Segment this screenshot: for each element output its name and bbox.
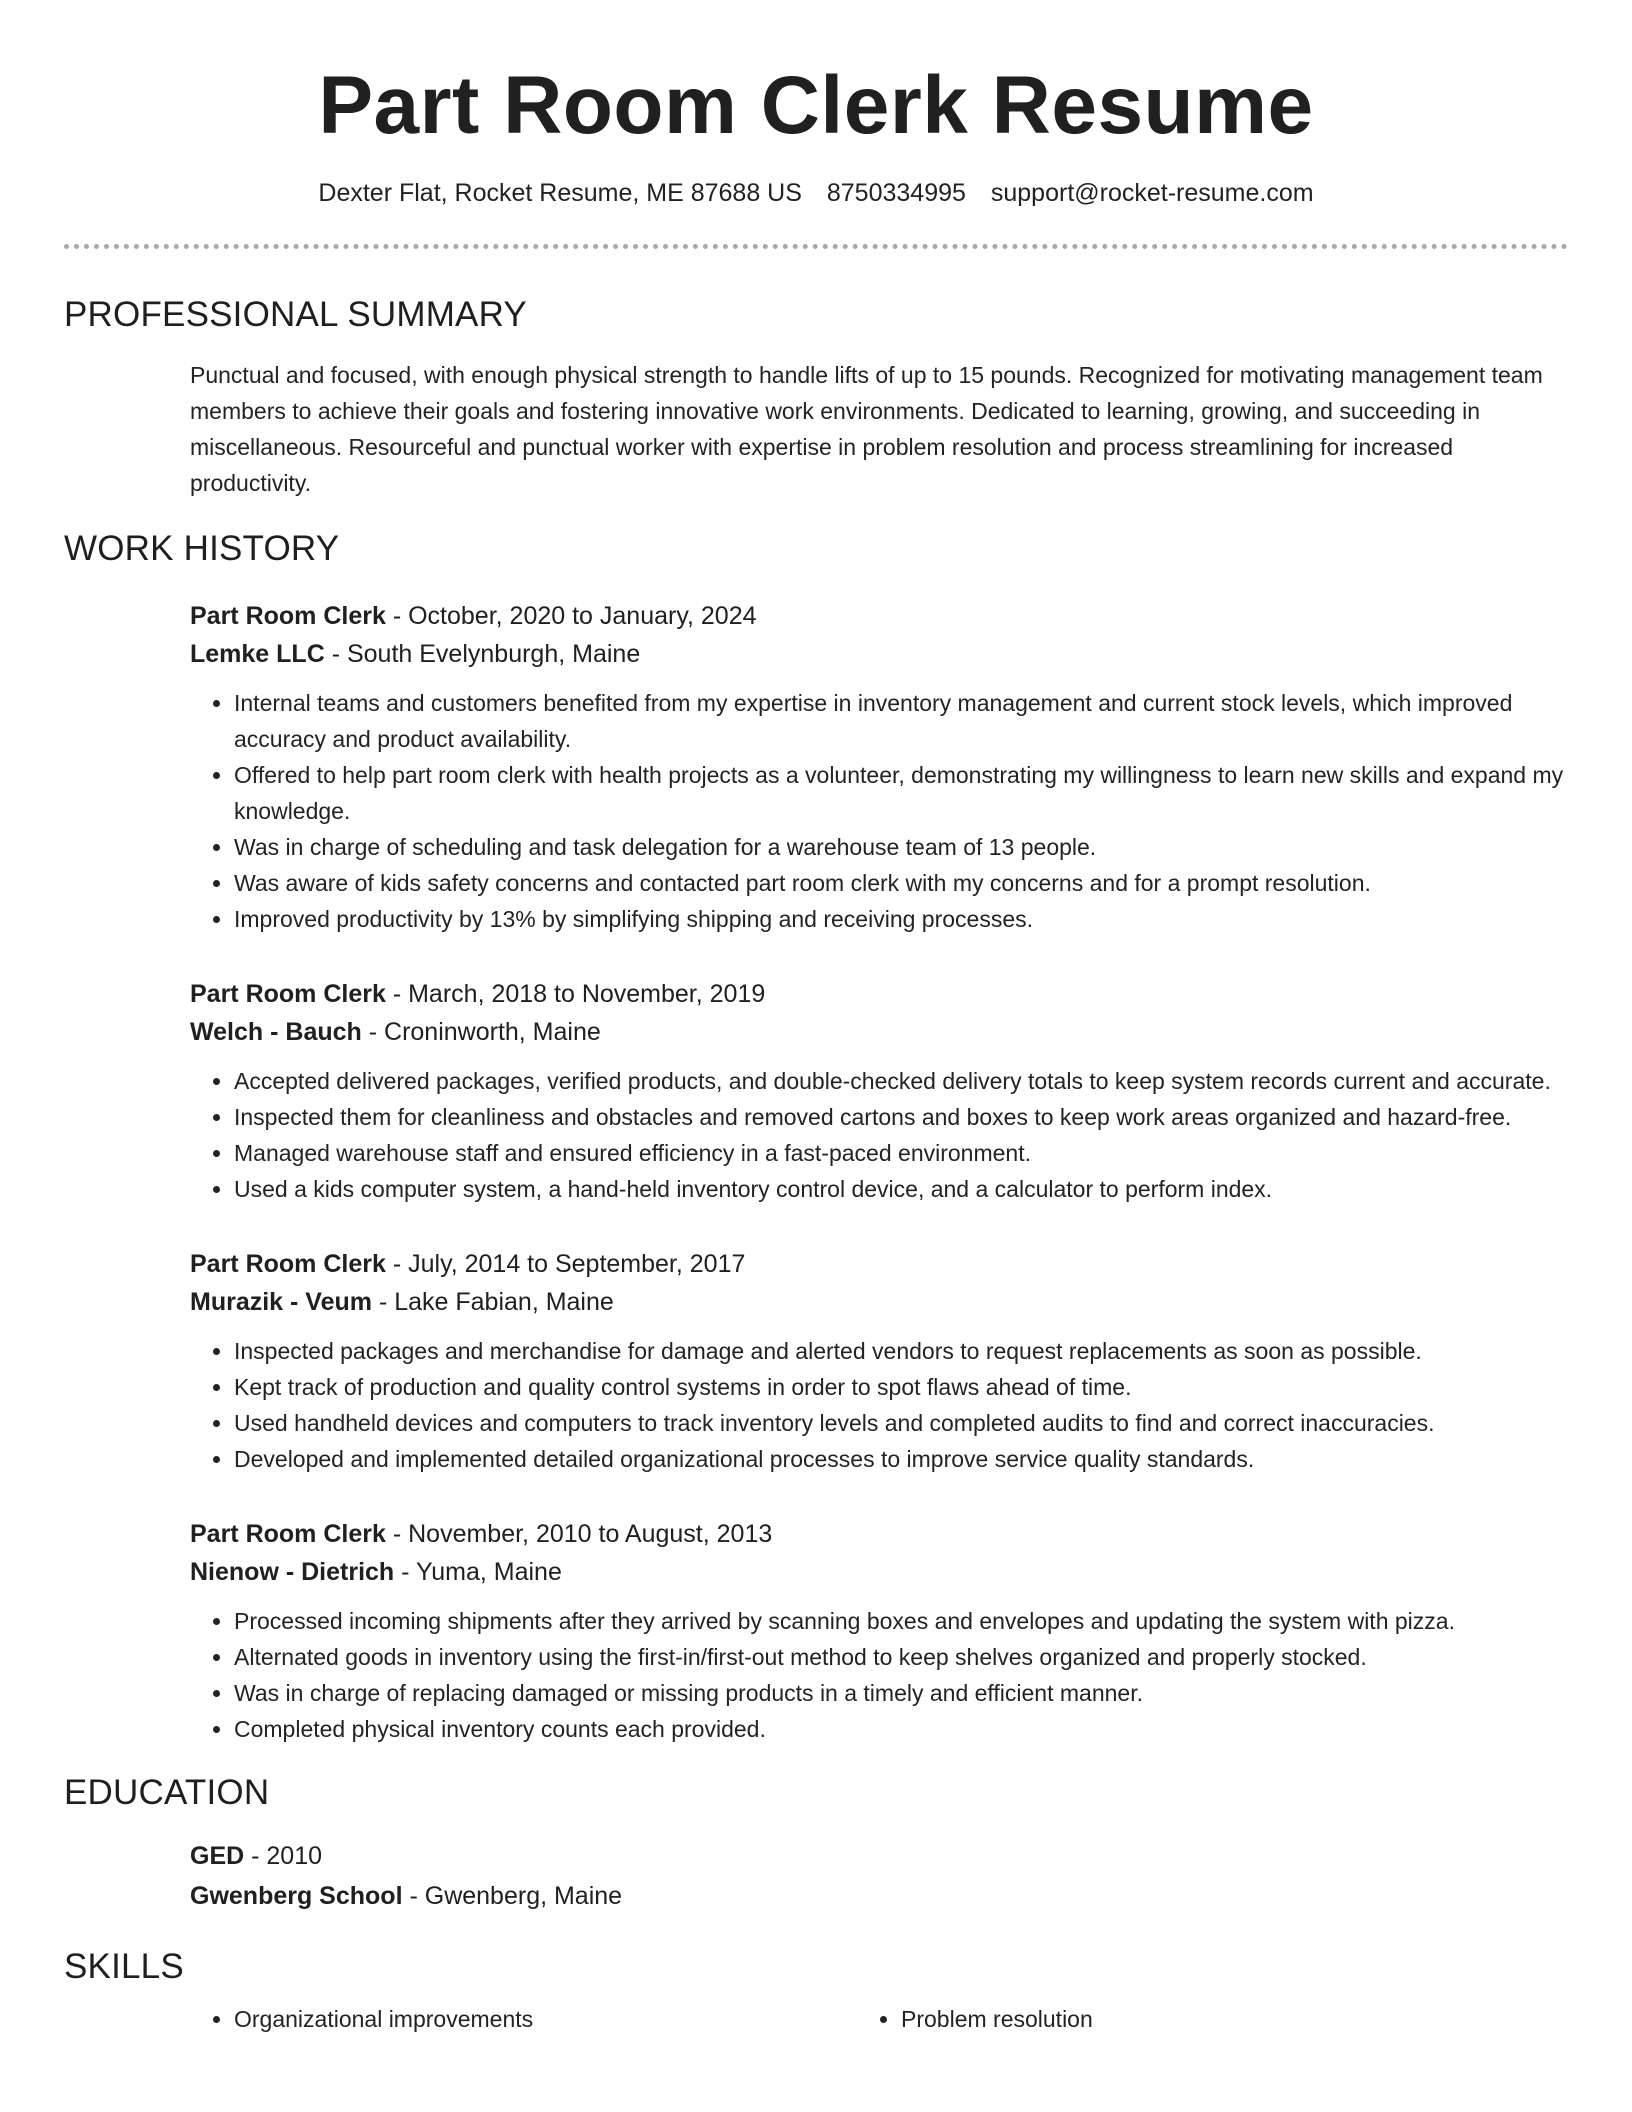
job-bullet: • Internal teams and customers benefited from my expertise in inventory management and current stock levels, which improved accuracy and product availability. <box>234 685 1568 757</box>
job-entry <box>190 597 1568 937</box>
job-title: Part Room Clerk <box>190 1250 386 1278</box>
job-entry <box>190 975 1568 1207</box>
summary-heading: PROFESSIONAL SUMMARY <box>64 295 527 334</box>
job-company: Lemke LLC <box>190 640 325 668</box>
contact-phone: 8750334995 <box>826 179 966 207</box>
work-section <box>190 597 1568 1747</box>
job-title-line <box>190 1515 1568 1553</box>
job-bullet: • Was in charge of scheduling and task delegation for a warehouse team of 13 people. <box>234 829 1568 865</box>
education-degree-line <box>190 1837 1568 1875</box>
job-bullets <box>190 685 1568 937</box>
education-year: - 2010 <box>244 1842 323 1870</box>
job-bullet: • Processed incoming shipments after they arrived by scanning boxes and envelopes and updating the system with pizza. <box>234 1603 1568 1639</box>
job-company: Murazik - Veum <box>190 1288 372 1316</box>
job-bullets <box>190 1063 1568 1207</box>
job-title-line <box>190 597 1568 635</box>
job-title: Part Room Clerk <box>190 980 386 1008</box>
job-bullet: • Kept track of production and quality control systems in order to spot flaws ahead of time. <box>234 1369 1568 1405</box>
job-bullets <box>190 1603 1568 1747</box>
resume-title: Part Room Clerk Resume <box>318 60 1314 151</box>
contact-email: support@rocket-resume.com <box>990 179 1314 207</box>
job-bullet: • Was in charge of replacing damaged or missing products in a timely and efficient manner. <box>234 1675 1568 1711</box>
job-title-line <box>190 975 1568 1013</box>
job-location: - Yuma, Maine <box>394 1558 562 1586</box>
education-location: - Gwenberg, Maine <box>402 1882 623 1910</box>
job-dates: - March, 2018 to November, 2019 <box>385 980 766 1008</box>
job-location: - Croninworth, Maine <box>361 1018 601 1046</box>
skills-heading: SKILLS <box>64 1947 184 1986</box>
job-bullet: • Developed and implemented detailed organizational processes to improve service quality standards. <box>234 1441 1568 1477</box>
job-dates: - July, 2014 to September, 2017 <box>385 1250 746 1278</box>
education-section <box>190 1837 1568 1915</box>
job-company-line <box>190 1553 1568 1591</box>
header-divider <box>64 244 1568 249</box>
skills-list <box>190 2001 1568 2037</box>
job-company-line <box>190 1013 1568 1051</box>
job-company: Welch - Bauch <box>190 1018 362 1046</box>
job-bullet: • Used a kids computer system, a hand-held inventory control device, and a calculator to perform index. <box>234 1171 1568 1207</box>
job-dates: - November, 2010 to August, 2013 <box>385 1520 773 1548</box>
job-bullet: • Completed physical inventory counts each provided. <box>234 1711 1568 1747</box>
job-bullet: • Offered to help part room clerk with health projects as a volunteer, demonstrating my willingness to learn new skills and expand my knowledge. <box>234 757 1568 829</box>
contact-address: Dexter Flat, Rocket Resume, ME 87688 US <box>318 179 802 207</box>
job-bullet: • Inspected packages and merchandise for damage and alerted vendors to request replacements as soon as possible. <box>234 1333 1568 1369</box>
resume-page <box>64 0 1568 2037</box>
job-title-line <box>190 1245 1568 1283</box>
contact-line <box>64 176 1568 210</box>
work-heading: WORK HISTORY <box>64 529 340 568</box>
job-bullet: • Was aware of kids safety concerns and contacted part room clerk with my concerns and for a prompt resolution. <box>234 865 1568 901</box>
job-bullet: • Improved productivity by 13% by simplifying shipping and receiving processes. <box>234 901 1568 937</box>
job-dates: - October, 2020 to January, 2024 <box>385 602 757 630</box>
job-company-line <box>190 635 1568 673</box>
education-heading: EDUCATION <box>64 1773 270 1812</box>
job-bullets <box>190 1333 1568 1477</box>
job-bullet: • Managed warehouse staff and ensured efficiency in a fast-paced environment. <box>234 1135 1568 1171</box>
summary-section <box>190 357 1568 501</box>
education-school: Gwenberg School <box>190 1882 403 1910</box>
job-location: - South Evelynburgh, Maine <box>324 640 641 668</box>
job-bullet: • Inspected them for cleanliness and obstacles and removed cartons and boxes to keep work areas organized and hazard-free. <box>234 1099 1568 1135</box>
education-degree: GED <box>190 1842 245 1870</box>
job-entry <box>190 1245 1568 1477</box>
skill-item: • Problem resolution <box>901 2001 1568 2037</box>
education-school-line <box>190 1877 1568 1915</box>
summary-text: Punctual and focused, with enough physical strength to handle lifts of up to 15 pounds. Recognized for motivating management team members to achieve their goals and fostering innovative work environments. Dedicated to learning, growing, and succeeding in miscellaneous. Resourceful and punctual worker with expertise in problem resolution and process streamlining for increased productivity. <box>190 362 1543 496</box>
job-title: Part Room Clerk <box>190 1520 386 1548</box>
skills-section <box>190 2001 1568 2037</box>
job-title: Part Room Clerk <box>190 602 386 630</box>
job-company-line <box>190 1283 1568 1321</box>
job-entry <box>190 1515 1568 1747</box>
skill-item: • Organizational improvements <box>234 2001 901 2037</box>
job-bullet: • Used handheld devices and computers to track inventory levels and completed audits to find and correct inaccuracies. <box>234 1405 1568 1441</box>
job-company: Nienow - Dietrich <box>190 1558 395 1586</box>
job-bullet: • Alternated goods in inventory using the first-in/first-out method to keep shelves organized and properly stocked. <box>234 1639 1568 1675</box>
job-location: - Lake Fabian, Maine <box>372 1288 614 1316</box>
job-bullet: • Accepted delivered packages, verified products, and double-checked delivery totals to keep system records current and accurate. <box>234 1063 1568 1099</box>
